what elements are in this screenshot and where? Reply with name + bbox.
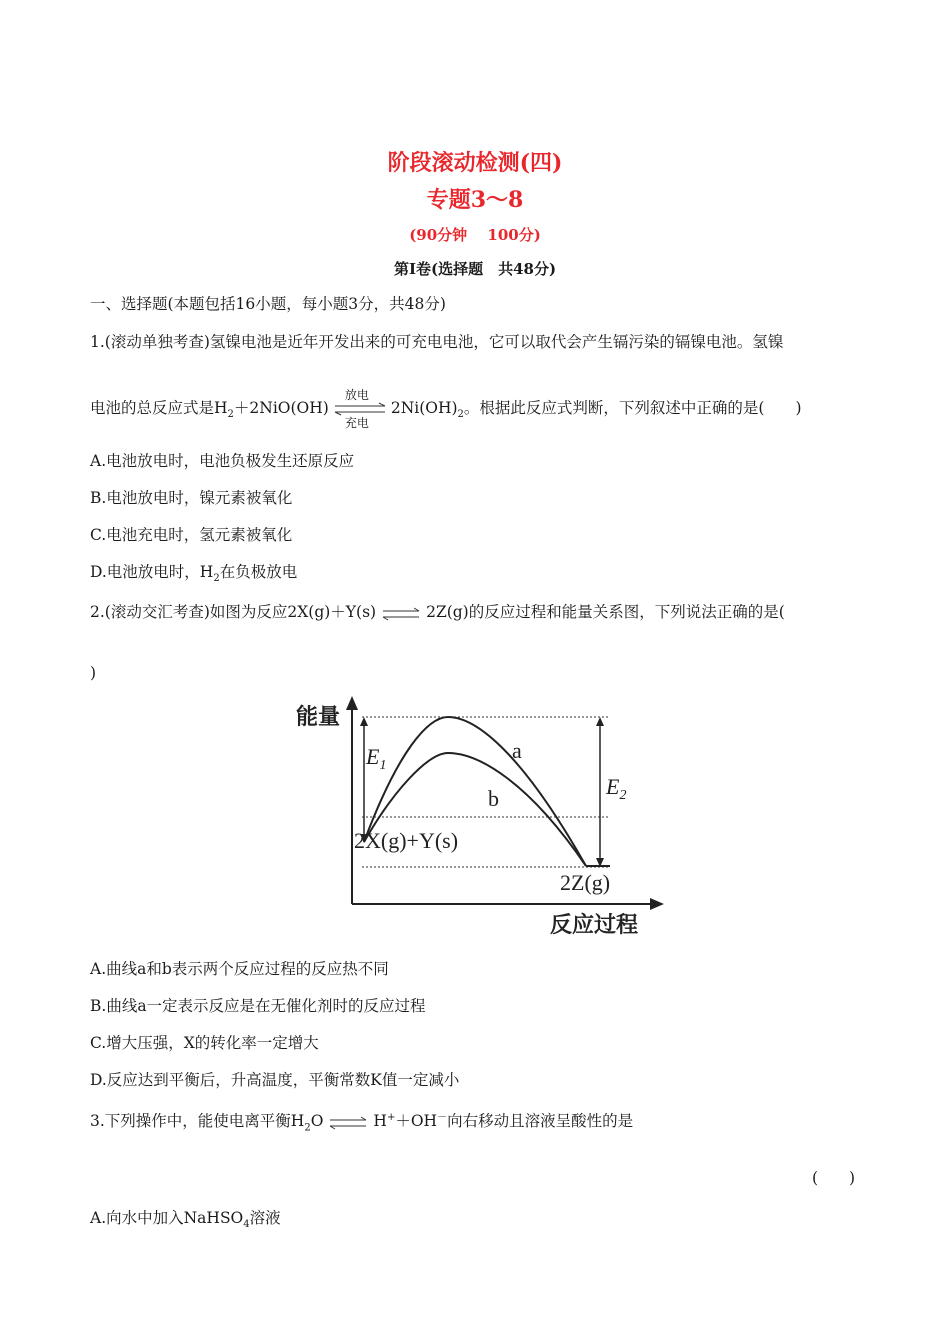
q1-option-d: D.电池放电时，$H_2$在负极放电 bbox=[90, 563, 298, 585]
e2-label: $E_2$ bbox=[606, 774, 627, 803]
curve-a-label: a bbox=[512, 738, 522, 763]
x-axis-label: 反应过程 bbox=[550, 913, 639, 938]
q1-option-c: C.电池充电时，氢元素被氧化 bbox=[90, 526, 293, 544]
reversible-arrow-icon bbox=[327, 1113, 369, 1131]
q3-stem: 3.下列操作中，能使电离平衡$H_2O$ H+＋OH－向右移动且溶液呈酸性的是 bbox=[90, 1112, 634, 1134]
page-subtitle: 专题3～8 bbox=[426, 187, 524, 213]
q1-option-a: A.电池放电时，电池负极发生还原反应 bbox=[90, 452, 355, 470]
q1-option-b: B.电池放电时，镍元素被氧化 bbox=[90, 489, 293, 507]
page-title: 阶段滚动检测(四) bbox=[387, 150, 563, 176]
q2-option-d: D.反应达到平衡后，升高温度，平衡常数K值一定减小 bbox=[90, 1071, 460, 1089]
x-axis-arrow-icon bbox=[650, 898, 664, 910]
volume-heading: 第Ⅰ卷(选择题 共48分) bbox=[393, 260, 557, 278]
y-axis-label: 能量 bbox=[296, 705, 341, 730]
q1-stem-line1: 1.(滚动单独考查)氢镍电池是近年开发出来的可充电电池，它可以取代会产生镉污染的镉镍电池。氢镍 bbox=[90, 333, 784, 351]
section-heading: 一、选择题(本题包括16小题，每小题3分，共48分) bbox=[90, 295, 446, 313]
q2-option-b: B.曲线a一定表示反应是在无催化剂时的反应过程 bbox=[90, 997, 426, 1015]
e1-label: $E_1$ bbox=[366, 744, 387, 773]
e2-arrow-top-icon bbox=[596, 717, 604, 726]
reversible-arrow-icon bbox=[380, 604, 422, 622]
q1-stem-line2: 电池的总反应式是$H_2+2NiO(OH)$ 放电 充电 $2Ni(OH)_2$。根据此反应式判断，下列叙述中正确的是( ) bbox=[90, 388, 802, 430]
reactants-label: 2X(g)+Y(s) bbox=[354, 828, 459, 853]
q3-answer-paren: ( ) bbox=[812, 1169, 856, 1187]
time-score: (90分钟 100分) bbox=[409, 226, 541, 244]
q2-option-c: C.增大压强，X的转化率一定增大 bbox=[90, 1034, 319, 1052]
q3-option-a: A.向水中加入NaHSO$_4$溶液 bbox=[90, 1209, 281, 1231]
energy-diagram bbox=[288, 696, 668, 941]
q2-option-a: A.曲线a和b表示两个反应过程的反应热不同 bbox=[90, 960, 389, 978]
curve-b-label: b bbox=[488, 786, 499, 811]
q2-stem-line2: ) bbox=[90, 664, 97, 682]
products-label: 2Z(g) bbox=[560, 870, 611, 895]
q2-stem-line1: 2.(滚动交汇考查)如图为反应2X(g)＋Y(s) 2Z(g)的反应过程和能量关系图，下列说法正确的是( bbox=[90, 603, 785, 621]
y-axis-arrow-icon bbox=[346, 696, 358, 710]
reversible-arrow-icon: 放电 充电 bbox=[331, 400, 389, 418]
e1-arrow-top-icon bbox=[360, 717, 368, 726]
